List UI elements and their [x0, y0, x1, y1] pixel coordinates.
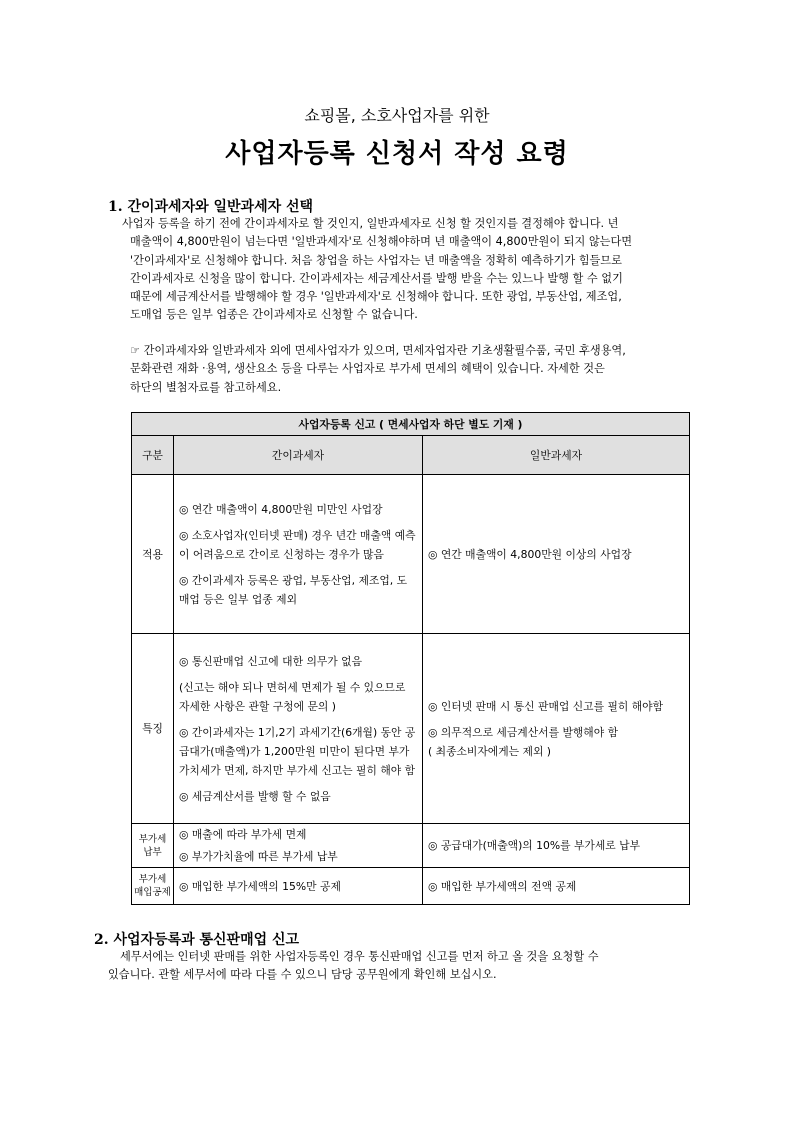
cell-general-features	[423, 634, 690, 824]
cell-text: ◎ 부가가치율에 따른 부가세 납부	[179, 850, 338, 863]
col-header-simple-taxpayer: 간이과세자	[174, 436, 423, 475]
section2-paragraph	[108, 948, 698, 985]
paragraph-line: 세무서에는 인터넷 판매를 위한 사업자등록인 경우 통신판매업 신고를 먼저 하고 올 것을 요청할 수	[120, 950, 599, 963]
note-line: 문화관련 재화 ·용역, 생산요소 등을 다루는 사업자로 부가세 면세의 혜택이 있습니다. 자세한 것은	[130, 362, 605, 376]
row-label-application: 적용	[132, 475, 174, 634]
row-label-features: 특징	[132, 634, 174, 824]
document-subtitle: 쇼핑몰, 소호사업자를 위한	[304, 106, 490, 125]
cell-general-application	[423, 475, 690, 634]
cell-text: ◎ 매출에 따라 부가세 면제	[179, 828, 307, 841]
section2-heading: 2. 사업자등록과 통신판매업 신고	[94, 932, 300, 948]
paragraph-line: 사업자 등록을 하기 전에 간이과세자로 할 것인지, 일반과세자로 신청 할 것인지를 결정해야 합니다. 년	[122, 217, 619, 230]
cell-text: ◎ 통신판매업 신고에 대한 의무가 없음	[179, 654, 363, 668]
cell-simple-purchase-deduction	[174, 868, 423, 905]
registration-table	[131, 412, 690, 905]
cell-text: ◎ 연간 매출액이 4,800만원 이상의 사업장	[428, 547, 632, 561]
col-header-category: 구분	[132, 436, 174, 475]
col-header-general-taxpayer: 일반과세자	[423, 436, 690, 475]
section1-heading: 1. 간이과세자와 일반과세자 선택	[108, 199, 314, 215]
section1-note	[122, 342, 707, 397]
cell-text: ◎ 의무적으로 세금계산서를 발행해야 함	[428, 725, 619, 739]
cell-text: ◎ 공급대가(매출액)의 10%를 부가세로 납부	[428, 839, 641, 852]
cell-text: ◎ 매입한 부가세액의 전액 공제	[428, 879, 577, 893]
cell-text: ◎ 세금계산서를 발행 할 수 없음	[179, 789, 331, 803]
cell-general-purchase-deduction	[423, 868, 690, 905]
paragraph-line: 있습니다. 관할 세무서에 따라 다를 수 있으니 담당 공무원에게 확인해 보십시오.	[108, 968, 497, 982]
row-label-purchase-deduction	[132, 868, 174, 905]
cell-simple-vat-payment	[174, 824, 423, 868]
label-line: 매입공제	[134, 887, 171, 898]
note-line: ☞ 간이과세자와 일반과세자 외에 면세사업자가 있으며, 면세자업자란 기초생활필수품, 국민 후생용역,	[130, 344, 626, 357]
row-label-vat-payment	[132, 824, 174, 868]
note-line: 하단의 별첨자료를 참고하세요.	[130, 380, 282, 394]
cell-text: ◎ 인터넷 판매 시 통신 판매업 신고를 필히 해야함	[428, 699, 664, 713]
cell-text: ◎ 매입한 부가세액의 15%만 공제	[179, 879, 341, 893]
document-title: 사업자등록 신청서 작성 요령	[225, 139, 569, 169]
paragraph-line: 도매업 등은 일부 업종은 간이과세자로 신청할 수 없습니다.	[130, 308, 418, 322]
paragraph-line: '간이과세자'로 신청해야 합니다. 처음 창업을 하는 사업자는 년 매출액을 정확히 예측하기가 힘들므로	[130, 253, 622, 267]
cell-text: (신고는 해야 되나 면허세 면제가 될 수 있으므로 자세한 사항은 관할 구청에 문의 )	[179, 680, 406, 713]
cell-general-vat-payment	[423, 824, 690, 868]
cell-text: ◎ 소호사업자(인터넷 판매) 경우 년간 매출액 예측이 어려움으로 간이로 신청하는 경우가 많음	[179, 528, 416, 561]
cell-text: ◎ 연간 매출액이 4,800만원 미만인 사업장	[179, 502, 383, 516]
cell-simple-application	[174, 475, 423, 634]
cell-text: ◎ 간이과세자 등록은 광업, 부동산업, 제조업, 도매업 등은 일부 업종 제외	[179, 573, 408, 606]
label-line: 부가세	[138, 833, 167, 845]
paragraph-line: 때문에 세금계산서를 발행해야 할 경우 '일반과세자'로 신청해야 합니다. 또한 광업, 부동산업, 제조업,	[130, 290, 622, 304]
label-line: 납부	[143, 846, 162, 858]
cell-simple-features	[174, 634, 423, 824]
paragraph-line: 간이과세자로 신청을 많이 합니다. 간이과세자는 세금계산서를 발행 받을 수는 있느나 발행 할 수 없기	[130, 271, 623, 285]
table-title: 사업자등록 신고 ( 면세사업자 하단 별도 기재 )	[132, 413, 690, 436]
cell-text: ◎ 간이과세자는 1기,2기 과세기간(6개월) 동안 공급대가(매출액)가 1,200만원 미만이 된다면 부가가치세가 면제, 하지만 부가세 신고는 필히 해야 함	[179, 725, 416, 777]
label-line: 부가세	[138, 874, 167, 885]
cell-text: ( 최종소비자에게는 제외 )	[428, 744, 552, 758]
paragraph-line: 매출액이 4,800만원이 넘는다면 '일반과세자'로 신청해야하며 년 매출액이 4,800만원이 되지 않는다면	[130, 235, 633, 249]
section1-paragraph	[122, 215, 707, 325]
